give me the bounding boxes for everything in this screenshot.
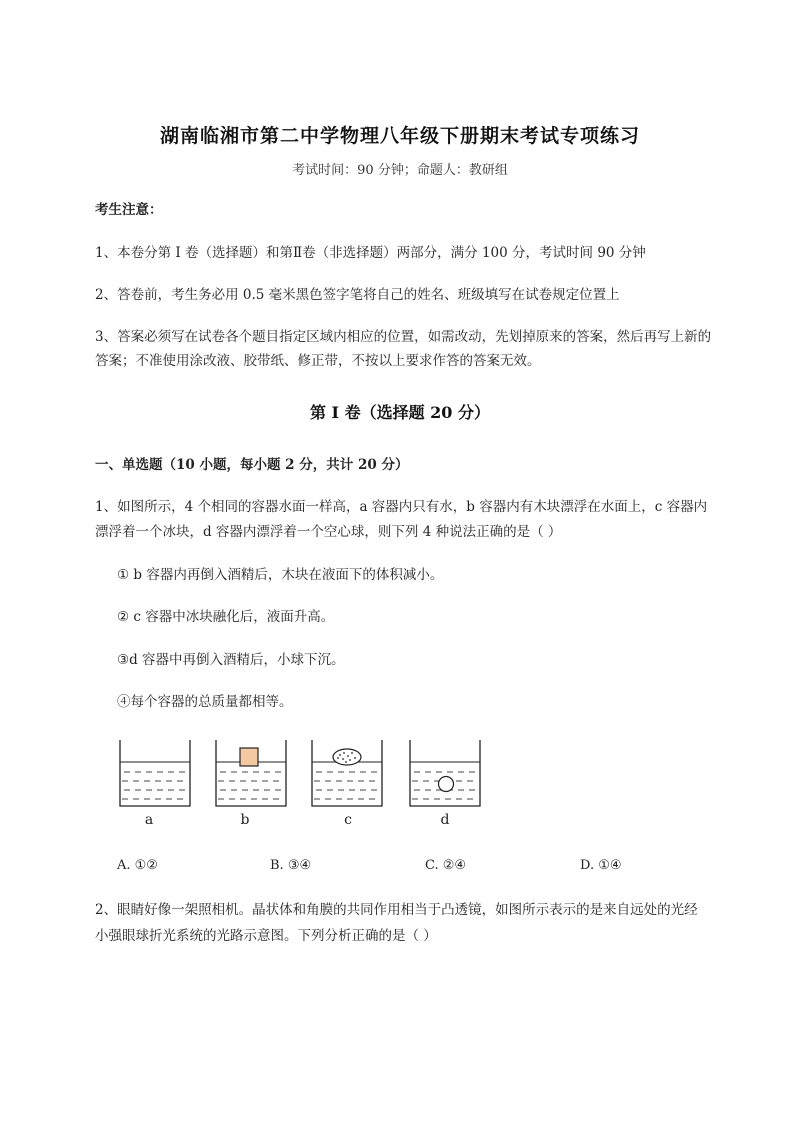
notice-item: 2、答卷前，考生务必用 0.5 毫米黑色签字笔将自己的姓名、班级填写在试卷规定位置上 <box>95 287 620 303</box>
ice-block <box>333 749 361 765</box>
page-title: 湖南临湘市第二中学物理八年级下册期末考试专项练习 <box>159 125 640 147</box>
option-a[interactable]: A. ①② <box>117 858 158 873</box>
question-1-stem: 1、如图所示，4 个相同的容器水面一样高，a 容器内只有水，b 容器内有木块漂浮在水面上，c 容器内 <box>95 499 708 515</box>
figure-label-b: b <box>240 812 250 828</box>
question-2-stem: 2、眼睛好像一架照相机。晶状体和角膜的共同作用相当于凸透镜，如图所示表示的是来自远处的光经 <box>95 902 698 918</box>
option-d[interactable]: D. ①④ <box>580 858 622 873</box>
container-a <box>120 740 190 806</box>
hollow-ball <box>439 777 454 792</box>
question-2-stem: 小强眼球折光系统的光路示意图。下列分析正确的是（ ） <box>95 928 437 944</box>
question-1-statement: ④每个容器的总质量都相等。 <box>117 694 293 710</box>
section-title: 第 I 卷（选择题 20 分） <box>309 403 491 422</box>
option-b[interactable]: B. ③④ <box>270 858 312 873</box>
wood-block <box>240 748 258 766</box>
figure-label-a: a <box>144 812 154 828</box>
figure-label-c: c <box>344 812 352 828</box>
page-subtitle: 考试时间：90 分钟；命题人：教研组 <box>292 163 508 178</box>
part-heading: 一、单选题（10 小题，每小题 2 分，共计 20 分） <box>95 457 409 473</box>
option-c[interactable]: C. ②④ <box>425 858 467 873</box>
container-d <box>410 740 480 806</box>
notice-heading: 考生注意： <box>95 202 163 218</box>
notice-item: 1、本卷分第 I 卷（选择题）和第Ⅱ卷（非选择题）两部分，满分 100 分，考试时间 90 分钟 <box>95 245 646 261</box>
question-1-statement: ② c 容器中冰块融化后，液面升高。 <box>117 609 335 625</box>
notice-item: 3、答案必须写在试卷各个题目指定区域内相应的位置，如需改动，先划掉原来的答案，然后再写上新的答案；不准使用涂改液、胶带纸、修正带，不按以上要求作答的答案无效。 <box>95 329 712 369</box>
question-1-stem: 漂浮着一个冰块，d 容器内漂浮着一个空心球，则下列 4 种说法正确的是（ ） <box>95 524 562 540</box>
question-1-statement: ③d 容器中再倒入酒精后，小球下沉。 <box>117 652 345 668</box>
question-1-statement: ① b 容器内再倒入酒精后，木块在液面下的体积减小。 <box>117 567 444 583</box>
figure-label-d: d <box>440 812 450 828</box>
